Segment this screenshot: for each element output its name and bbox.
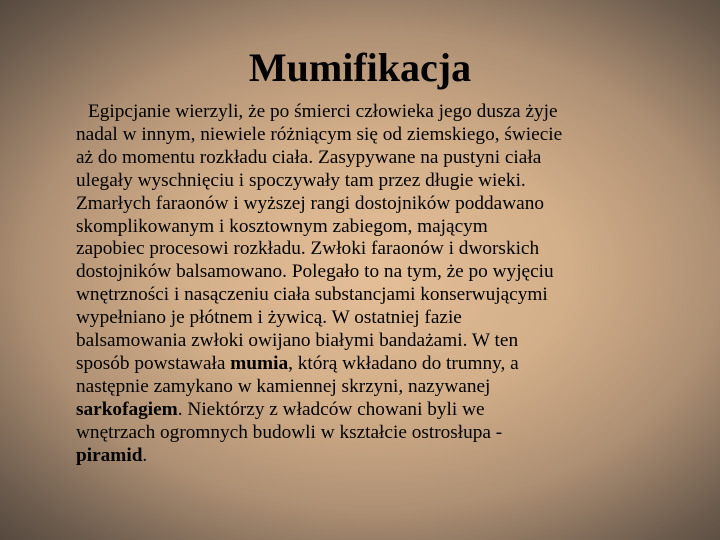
body-text-segment: . Niektórzy z władców chowani byli we: [177, 398, 485, 420]
body-line: skomplikowanym i kosztownym zabiegom, mającym: [76, 215, 488, 237]
body-text-segment: sposób powstawała: [76, 352, 231, 374]
bold-term-mumia: mumia: [230, 352, 289, 374]
body-line: Egipcjanie wierzyli, że po śmierci człowieka jego dusza żyje: [88, 101, 558, 122]
body-line: aż do momentu rozkładu ciała. Zasypywane na pustyni ciała: [76, 146, 542, 168]
body-text-segment: , którą wkładano do trumny, a: [288, 352, 519, 374]
body-line: wnętrzności i nasączeniu ciała substancjami konserwującymi: [76, 284, 548, 306]
body-line: wnętrzach ogromnych budowli w kształcie ostrosłupa -: [76, 421, 503, 443]
bold-term-sarkofagiem: sarkofagiem: [76, 398, 178, 420]
body-line: zapobiec procesowi rozkładu. Zwłoki faraonów i dworskich: [76, 238, 540, 260]
body-text-segment: .: [142, 444, 148, 466]
body-line: dostojników balsamowano. Polegało to na tym, że po wyjęciu: [76, 261, 554, 283]
slide-body-text: [76, 101, 686, 468]
body-line: nadal w innym, niewiele różniącym się od ziemskiego, świecie: [76, 123, 563, 145]
body-line: balsamowania zwłoki owijano białymi bandażami. W ten: [76, 330, 519, 352]
body-line: [76, 445, 686, 468]
body-line: Zmarłych faraonów i wyższej rangi dostojników poddawano: [76, 192, 544, 214]
body-line: następnie zamykano w kamiennej skrzyni, nazywanej: [76, 375, 491, 397]
body-line: wypełniano je płótnem i żywicą. W ostatniej fazie: [76, 307, 462, 329]
slide-title: Mumifikacja: [248, 45, 472, 90]
bold-term-piramid: piramid: [76, 444, 143, 466]
body-line: ulegały wyschnięciu i spoczywały tam przez długie wieki.: [76, 169, 526, 191]
body-line: [76, 399, 686, 422]
body-line: [76, 353, 686, 376]
